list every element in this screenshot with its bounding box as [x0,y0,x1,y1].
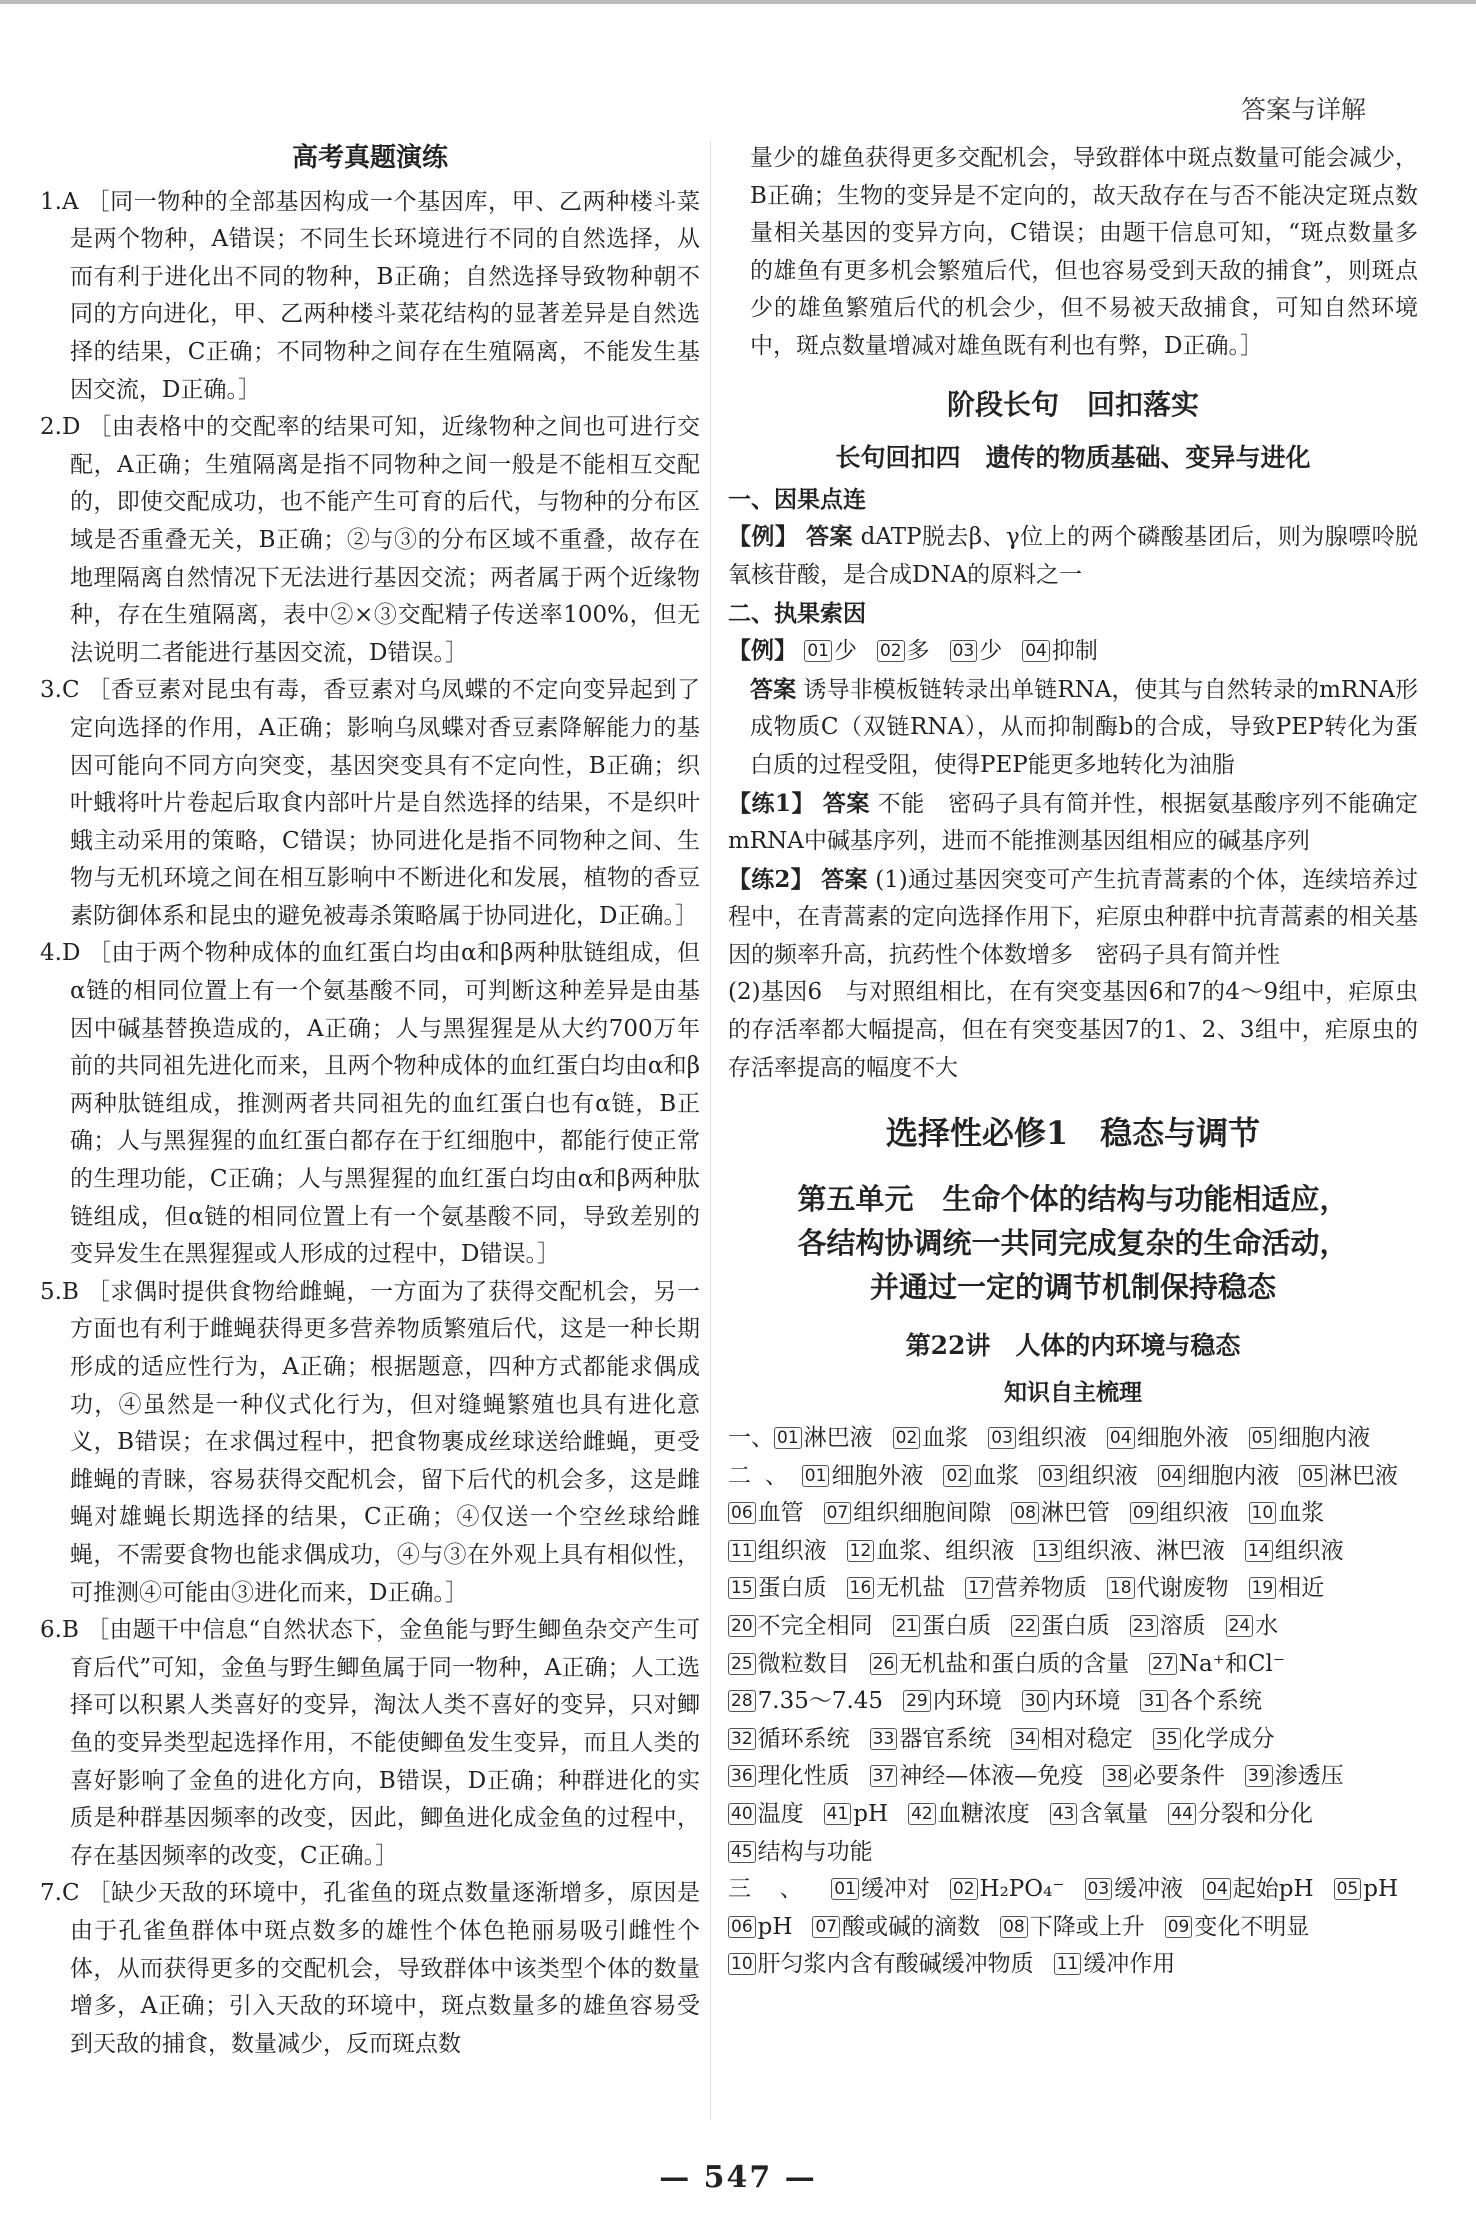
blank-number: 22 [1011,1615,1039,1637]
blank-item [812,1909,980,1947]
practice-1-text: 不能 密码子具有简并性，根据氨基酸序列不能确定mRNA中碱基序列，进而不能推测基因组相应的碱基序列 [728,790,1419,855]
blank-item [1165,1909,1310,1947]
blank-number: 06 [728,1502,756,1524]
answer-item-7: 7.C ［缺少天敌的环境中，孔雀鱼的斑点数量逐渐增多，原因是由于孔雀鱼群体中斑点数多的雄性个体色艳丽易吸引雌性个体，从而获得更多的交配机会，导致群体中该类型个体的数量增多，A正确；引入天敌的环境中，斑点数量多的雄鱼容易受到天敌的捕食，数量减少，反而斑点数 [40,1880,700,2057]
blank-answer: pH [1363,1876,1398,1903]
answer-item-5: 5.B ［求偶时提供食物给雌蝇，一方面为了获得交配机会，另一方面也有利于雌蝇获得更多营养物质繁殖后代，这是一种长期形成的适应性行为，A正确；根据题意，四种方式都能求偶成功，④虽然是一种仪式化行为，但对缝蝇繁殖也具有进化意义，B错误；在求偶过程中，把食物裹成丝球送给雌蝇，更受雌蝇的青睐，容易获得交配机会，留下后代的机会多，这是雌蝇对雄蝇长期选择的结果，C正确；④仅送一个空丝球给雌蝇，不需要食物也能求偶成功，④与③在外观上具有相似性，可推测④可能由③进化而来，D正确。］ [40,1278,700,1606]
page-number: — 547 — [659,2160,817,2195]
blank-answer: H₂PO₄⁻ [979,1876,1065,1903]
blank-item [1103,1758,1225,1796]
blank-number: 01 [774,1427,802,1449]
blank-number: 03 [1085,1878,1113,1900]
blank-item [728,1721,850,1759]
blank-item [1158,1458,1280,1496]
answer-label: 答案 [806,523,853,551]
blank-answer: 淋巴液 [1329,1462,1398,1489]
blank-answer: 组织液 [1017,1425,1087,1452]
left-column [40,140,700,2063]
part-heading-cause-effect: 一、因果点连 [728,485,866,513]
blank-number: 04 [1107,1427,1135,1449]
blank-answer: 酸或碱的滴数 [842,1913,981,1940]
blank-answer: 必要条件 [1132,1763,1225,1790]
blank-answer: 含氧量 [1079,1800,1149,1827]
blank-number: 06 [728,1916,756,1938]
unit-title-line-1: 第五单元 生命个体的结构与功能相适应， [797,1181,1349,1216]
blank-item [1245,1758,1344,1796]
blank-answer: 缓冲作用 [1083,1951,1176,1978]
blank-item [728,1946,1034,1984]
blank-item [1022,633,1098,671]
blank-answer: 变化不明显 [1194,1913,1310,1940]
answer-item-7-continued: 量少的雄鱼获得更多交配机会，导致群体中斑点数量可能会减少，B正确；生物的变异是不定向的，故天敌存在与否不能决定斑点数量相关基因的变异方向，C错误；由题干信息可知，“斑点数量多的雄鱼有更多机会繁殖后代，但也容易受到天敌的捕食”，则斑点少的雄鱼繁殖后代的机会少，但不易被天敌捕食，可知自然环境中，斑点数量增减对雄鱼既有利也有弊，D正确。］ [750,145,1418,359]
blank-item [893,1420,969,1458]
blank-item [1226,1608,1279,1646]
blank-item [1249,1495,1325,1533]
blank-answer: 血浆 [973,1462,1020,1489]
blank-number: 03 [950,640,978,662]
blank-number: 13 [1034,1540,1062,1562]
blank-item [1153,1721,1275,1759]
blank-answer: 理化性质 [757,1763,850,1790]
blank-number: 05 [1249,1427,1277,1449]
blanks-section-3 [728,1871,1418,1984]
blank-number: 25 [728,1653,756,1675]
blank-answer: 组织液 [1274,1537,1344,1564]
blank-answer: 血糖浓度 [937,1800,1030,1827]
blank-number: 40 [728,1803,756,1825]
blank-item [1085,1871,1184,1909]
blank-item [1011,1495,1110,1533]
blank-answer: 缓冲液 [1114,1876,1184,1903]
blank-number: 32 [728,1728,756,1750]
blank-number: 04 [1158,1465,1186,1487]
unit-title-line-2: 各结构协调统一共同完成复杂的生命活动， [797,1225,1349,1260]
blank-number: 21 [893,1615,921,1637]
blank-item [774,1420,873,1458]
blank-answer: 无机盐 [876,1575,946,1602]
blank-answer: 蛋白质 [1040,1613,1110,1639]
blanks-section-2 [728,1458,1418,1872]
top-edge-shadow [0,0,1476,4]
blank-answer: 组织液、淋巴液 [1063,1537,1225,1564]
blank-answer: 淋巴管 [1040,1500,1110,1527]
example-2-blanks [728,632,1418,671]
unit-title [728,1177,1418,1309]
blank-number: 17 [965,1577,993,1599]
blank-answer: 缓冲对 [860,1876,930,1903]
blank-number: 30 [1022,1690,1050,1712]
blank-item [965,1570,1087,1608]
blank-answer: 水 [1255,1613,1279,1639]
blank-number: 01 [802,1465,830,1487]
blank-number: 07 [812,1916,840,1938]
blank-item [1149,1646,1285,1684]
blank-item [728,1909,792,1947]
answer-item-2: 2.D ［由表格中的交配率的结果可知，近缘物种之间也可进行交配，A正确；生殖隔离是指不同物种之间一般是不能相互交配的，即使交配成功，也不能产生可育的后代，与物种的分布区域是否重叠无关，B正确；②与③的分布区域不重叠，故存在地理隔离自然情况下无法进行基因交流；两者属于两个近缘物种，存在生殖隔离，表中②×③交配精子传送率100%，但无法说明二者能进行基因交流，D错误。］ [40,414,700,666]
answer-label: 答案 [750,675,797,703]
blank-number: 31 [1140,1690,1168,1712]
blank-answer: 下降或上升 [1029,1913,1145,1940]
blank-number: 02 [893,1427,921,1449]
practice-1 [728,785,1418,861]
blank-item [870,1758,1084,1796]
blank-answer: 多 [906,638,930,665]
blank-number: 10 [1249,1502,1277,1524]
module-title: 选择性必修1 稳态与调节 [885,1114,1261,1153]
blank-item [893,1608,992,1646]
blank-answer: 神经—体液—免疫 [899,1763,1084,1790]
blank-answer: 血浆 [922,1425,969,1452]
blank-number: 08 [1000,1916,1028,1938]
blank-answer: 不完全相同 [757,1613,873,1639]
blank-answer: 蛋白质 [922,1613,992,1639]
blank-list [728,1463,1418,1865]
example-tag: 【例】 [728,637,797,665]
section-label: 一、 [728,1425,774,1452]
right-column [728,140,1418,1984]
blank-answer: 血浆、组织液 [876,1537,1015,1564]
blank-answer: 血管 [757,1500,804,1527]
blank-number: 23 [1130,1615,1158,1637]
blank-item [943,1458,1019,1496]
lecture-title: 第22讲 人体的内环境与稳态 [905,1330,1241,1360]
blank-number: 39 [1245,1765,1273,1787]
blank-item [728,1834,873,1872]
blank-number: 36 [728,1765,756,1787]
blank-item [1130,1495,1229,1533]
blank-number: 41 [824,1803,852,1825]
blank-item [1011,1608,1110,1646]
blank-answer: 营养物质 [994,1575,1087,1602]
blank-item [831,1871,930,1909]
blank-list [804,638,1118,664]
blank-list [728,1876,1418,1977]
blank-number: 02 [877,640,905,662]
answer-label: 答案 [821,865,868,893]
blank-item [1130,1608,1206,1646]
blank-item [824,1796,888,1834]
blank-number: 26 [870,1653,898,1675]
blank-item [1039,1458,1138,1496]
blank-answer: 微粒数目 [757,1650,850,1677]
section-title-gaokao: 高考真题演练 [291,143,448,173]
practice-2 [728,861,1418,975]
blank-item [870,1646,1130,1684]
blank-answer: 内环境 [932,1688,1002,1715]
blank-answer: 组织液 [1068,1462,1138,1489]
blank-item [824,1495,992,1533]
answer-item-3: 3.C ［香豆素对昆虫有毒，香豆素对乌凤蝶的不定向变异起到了定向选择的作用，A正确；影响乌凤蝶对香豆素降解能力的基因可能向不同方向突变，基因突变具有不定向性，B正确；织叶蛾将叶片卷起后取食内部叶片是自然选择的结果，不是织叶蛾主动采用的策略，C错误；协同进化是指不同物种之间、生物与无机环境之间在相互影响中不断进化和发展，植物的香豆素防御体系和昆虫的避免被毒杀策略属于协同进化，D正确。］ [40,677,700,929]
practice-2-text-2: (2)基因6 与对照组相比，在有突变基因6和7的4～9组中，疟原虫的存活率都大幅提高，但在有突变基因7的1、2、3组中，疟原虫的存活率提高的幅度不大 [728,979,1418,1081]
blank-answer: 化学成分 [1182,1725,1275,1752]
blank-item [1140,1683,1262,1721]
blank-item [1203,1871,1313,1909]
blank-number: 45 [728,1841,756,1863]
blank-item [1299,1458,1398,1496]
blank-item [728,1608,873,1646]
blank-answer: 7.35～7.45 [757,1688,884,1715]
blank-item [950,1871,1065,1909]
blank-number: 27 [1149,1653,1177,1675]
blank-item [728,1758,850,1796]
blank-number: 43 [1050,1803,1078,1825]
blank-number: 11 [1054,1953,1082,1975]
answer-item-6: 6.B ［由题干中信息“自然状态下，金鱼能与野生鲫鱼杂交产生可育后代”可知，金鱼与野生鲫鱼属于同一物种，A正确；人工选择可以积累人类喜好的变异，淘汰人类不喜好的变异，只对鲫鱼的变异类型起选择作用，不能使鲫鱼发生变异，而且人类的喜好影响了金鱼的进化方向，B错误，D正确；种群进化的实质是种群基因频率的改变，因此，鲫鱼进化成金鱼的过程中，存在基因频率的改变，C正确。］ [40,1617,700,1869]
blank-number: 03 [988,1427,1016,1449]
blank-answer: 温度 [757,1800,804,1827]
blank-answer: 循环系统 [757,1725,850,1752]
example-1-text: dATP脱去β、γ位上的两个磷酸基团后，则为腺嘌呤脱氧核苷酸，是合成DNA的原料之一 [728,524,1419,588]
blank-number: 28 [728,1690,756,1712]
blank-number: 01 [804,640,832,662]
blank-item [1034,1533,1225,1571]
blank-number: 14 [1245,1540,1273,1562]
blank-number: 35 [1153,1728,1181,1750]
blank-number: 20 [728,1615,756,1637]
blank-answer: 蛋白质 [757,1575,827,1602]
blank-item [847,1570,946,1608]
blank-answer: 少 [979,638,1003,665]
example-1 [728,518,1418,594]
blank-item [728,1533,827,1571]
blank-answer: pH [853,1800,889,1827]
example-2-text: 诱导非模板链转录出单链RNA，使其与自然转录的mRNA形成物质C（双链RNA），从而抑制酶b的合成，导致PEP转化为蛋白质的过程受阻，使得PEP能更多地转化为油脂 [750,676,1419,778]
blank-answer: 分裂和分化 [1197,1800,1313,1827]
blank-item [1000,1909,1145,1947]
blank-answer: 起始pH [1232,1876,1314,1903]
blank-item [728,1796,804,1834]
answer-item-4: 4.D ［由于两个物种成体的血红蛋白均由α和β两种肽链组成，但α链的相同位置上有一个氨基酸不同，可判断这种差异是由基因中碱基替换造成的，A正确；人与黑猩猩是从大约700万年前的共同祖先进化而来，且两个物种成体的血红蛋白均由α和β两种肽链组成，推测两者共同祖先的血红蛋白也有α链，B正确；人与黑猩猩的血红蛋白都存在于红细胞中，都能行使正常的生理功能，C正确；人与黑猩猩的血红蛋白均由α和β两种肽链组成，但α链的相同位置上有一个氨基酸不同，导致差别的变异发生在黑猩猩或人形成的过程中，D错误。］ [40,940,700,1268]
blank-answer: 无机盐和蛋白质的含量 [899,1650,1130,1677]
blank-answer: 淋巴液 [803,1425,873,1452]
blank-item [1168,1796,1313,1834]
blank-item [1249,1570,1325,1608]
blank-number: 02 [950,1878,978,1900]
blank-item [1054,1946,1176,1984]
practice-tag: 【练1】 [728,789,816,817]
unit-title-line-3: 并通过一定的调节机制保持稳态 [869,1269,1276,1304]
stage-title: 阶段长句 回扣落实 [946,387,1199,421]
blank-number: 11 [728,1540,756,1562]
blanks-section-1 [728,1420,1418,1458]
blank-item [802,1458,924,1496]
blank-number: 03 [1039,1465,1067,1487]
blank-item [728,1570,827,1608]
blank-answer: 溶质 [1159,1613,1206,1639]
blank-answer: 抑制 [1051,638,1098,665]
blank-number: 09 [1165,1916,1193,1938]
part-heading-reverse: 二、执果索因 [728,599,866,627]
practice-tag: 【练2】 [728,865,814,893]
blank-number: 05 [1299,1465,1327,1487]
blank-item [1107,1570,1229,1608]
blank-number: 09 [1130,1502,1158,1524]
blank-item [950,633,1003,671]
knowledge-title: 知识自主梳理 [1004,1379,1142,1407]
blank-item [1050,1796,1149,1834]
blank-item [1245,1533,1344,1571]
blank-answer: 细胞外液 [1136,1425,1229,1452]
recall-title: 长句回扣四 遗传的物质基础、变异与进化 [835,443,1311,473]
blank-number: 12 [847,1540,875,1562]
blank-number: 07 [824,1502,852,1524]
blank-item [877,633,930,671]
blank-answer: 细胞外液 [831,1462,924,1489]
blank-number: 34 [1011,1728,1039,1750]
blank-item [728,1683,883,1721]
blank-number: 15 [728,1577,756,1599]
blank-number: 08 [1011,1502,1039,1524]
blank-answer: 组织液 [1159,1500,1229,1527]
blank-item [870,1721,992,1759]
blank-number: 29 [903,1690,931,1712]
blank-item [908,1796,1030,1834]
example-tag: 【例】 [728,523,799,551]
blank-answer: 相对稳定 [1040,1725,1133,1752]
practice-2-text-1: (1)通过基因突变可产生抗青蒿素的个体，连续培养过程中，在青蒿素的定向选择作用下，疟原虫种群中抗青蒿素的相关基因的频率升高，抗药性个体数增多 密码子具有简并性 [728,866,1419,968]
answer-item-1: 1.A ［同一物种的全部基因构成一个基因库，甲、乙两种楼斗菜是两个物种，A错误；不同生长环境进行不同的自然选择，从而有利于进化出不同的物种，B正确；自然选择导致物种朝不同的方向进化，甲、乙两种楼斗菜花结构的显著差异是自然选择的结果，C正确；不同物种之间存在生殖隔离，不能发生基因交流，D正确。］ [40,188,700,403]
blank-number: 42 [908,1803,936,1825]
answer-label: 答案 [822,789,870,817]
blank-item [1022,1683,1121,1721]
blank-item [1107,1420,1229,1458]
blank-number: 37 [870,1765,898,1787]
blank-item [804,633,857,671]
blank-answer: 肝匀浆内含有酸碱缓冲物质 [757,1951,1034,1978]
blank-item [988,1420,1087,1458]
blank-item [1334,1871,1398,1909]
blank-number: 04 [1022,640,1050,662]
blank-answer: 组织细胞间隙 [853,1500,992,1527]
blank-answer: Na⁺和Cl⁻ [1178,1650,1285,1677]
column-divider [710,140,711,2120]
blank-item [728,1495,804,1533]
blank-number: 10 [728,1953,756,1975]
blank-number: 04 [1203,1878,1231,1900]
section-label: 三、 [728,1876,832,1903]
blank-item [847,1533,1015,1571]
blank-answer: 细胞内液 [1187,1462,1280,1489]
blank-number: 16 [847,1577,875,1599]
blank-number: 02 [943,1465,971,1487]
blank-number: 05 [1334,1878,1362,1900]
blank-answer: 内环境 [1051,1688,1121,1715]
running-head: 答案与详解 [1240,95,1366,124]
blank-answer: pH [757,1913,793,1940]
blank-answer: 血浆 [1278,1500,1325,1527]
blank-list [774,1425,1390,1451]
blank-number: 01 [831,1878,859,1900]
blank-number: 33 [870,1728,898,1750]
blank-answer: 器官系统 [899,1725,992,1752]
blank-answer: 结构与功能 [757,1838,873,1865]
blank-number: 19 [1249,1577,1277,1599]
blank-number: 44 [1168,1803,1196,1825]
blank-answer: 细胞内液 [1278,1425,1371,1452]
blank-number: 38 [1103,1765,1131,1787]
blank-answer: 各个系统 [1169,1688,1262,1715]
blank-number: 24 [1226,1615,1254,1637]
blank-item [1011,1721,1133,1759]
blank-answer: 渗透压 [1274,1763,1344,1790]
blank-item [728,1646,850,1684]
blank-item [1249,1420,1371,1458]
blank-answer: 组织液 [757,1537,827,1564]
blank-item [903,1683,1002,1721]
blank-answer: 相近 [1278,1575,1325,1602]
blank-answer: 代谢废物 [1136,1575,1229,1602]
blank-number: 18 [1107,1577,1135,1599]
example-2-answer [728,671,1418,785]
section-label: 二、 [728,1462,802,1489]
blank-answer: 少 [833,638,857,665]
